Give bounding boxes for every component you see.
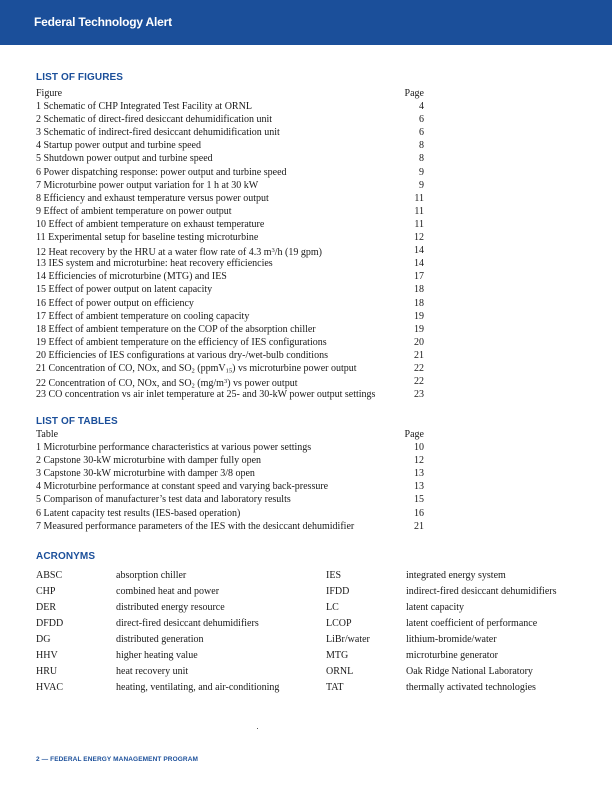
list-item-text: 6 Power dispatching response: power output and turbine speed (36, 166, 287, 178)
page-number: 22 (414, 376, 424, 388)
list-item (36, 218, 424, 231)
acronym-abbreviation: DER (36, 602, 56, 613)
list-item-text: 19 Effect of ambient temperature on the efficiency of IES configurations (36, 336, 327, 348)
acronyms-right-def-column (406, 568, 557, 696)
item-text-part: (ppmV (194, 362, 226, 374)
list-item (36, 507, 424, 520)
tables-header-row (36, 428, 424, 441)
list-item (36, 297, 424, 310)
list-item (36, 520, 424, 533)
page-number: 11 (414, 205, 424, 217)
acronyms-section-title: ACRONYMS (36, 551, 96, 562)
acronym-definition: indirect-fired desiccant dehumidifiers (406, 586, 557, 597)
list-item-text: 10 Effect of ambient temperature on exhaust temperature (36, 218, 265, 230)
page-number: 6 (419, 127, 424, 139)
page-number: 18 (414, 284, 424, 296)
page-number: 8 (419, 140, 424, 152)
acronym-abbreviation: DG (36, 634, 51, 645)
tables-header-page: Page (404, 429, 424, 440)
acronym-definition: thermally activated technologies (406, 682, 536, 693)
acronym-definition: higher heating value (116, 650, 198, 661)
page-number: 11 (414, 218, 424, 230)
list-item-text: 3 Capstone 30-kW microturbine with damper 3/8 open (36, 468, 255, 480)
list-item (36, 192, 424, 205)
page-number: 23 (414, 389, 424, 401)
list-item-text: 13 IES system and microturbine: heat recovery efficiencies (36, 258, 273, 270)
page-number: 16 (414, 507, 424, 519)
list-item-text: 2 Capstone 30-kW microturbine with damper fully open (36, 455, 262, 467)
page-number: 19 (414, 323, 424, 335)
list-item-text: 16 Effect of power output on efficiency (36, 297, 194, 309)
list-item (36, 454, 424, 467)
list-item-text: 8 Efficiency and exhaust temperature versus power output (36, 192, 269, 204)
acronym-abbreviation: LC (326, 602, 339, 613)
banner-title: Federal Technology Alert (34, 15, 172, 29)
list-item (36, 139, 424, 152)
list-item-text: 15 Effect of power output on latent capacity (36, 284, 213, 296)
acronym-definition: distributed generation (116, 634, 204, 645)
tables-section-title: LIST OF TABLES (36, 416, 118, 427)
page-number: 12 (414, 232, 424, 244)
item-text-part: 12 Heat recovery by the HRU at a water flow rate of 4.3 m (36, 247, 272, 259)
list-item-text: 3 Schematic of indirect-fired desiccant dehumidification unit (36, 127, 280, 139)
item-text-part: /h (19 gpm) (274, 247, 322, 259)
acronym-definition: absorption chiller (116, 570, 187, 581)
acronym-abbreviation: HHV (36, 650, 58, 661)
acronym-definition: heat recovery unit (116, 666, 189, 677)
acronym-abbreviation: CHP (36, 586, 56, 597)
acronym-definition: distributed energy resource (116, 602, 225, 613)
page-number: 14 (414, 258, 424, 270)
list-item (36, 375, 424, 388)
acronym-abbreviation: TAT (326, 682, 344, 693)
acronyms-left-abbr-column (36, 568, 63, 696)
list-item-text: 6 Latent capacity test results (IES-based operation) (36, 507, 241, 519)
figures-section-title: LIST OF FIGURES (36, 72, 124, 83)
item-text-part: 22 Concentration of CO, NOx, and SO (36, 378, 192, 390)
acronym-abbreviation: HRU (36, 666, 58, 677)
list-item (36, 152, 424, 165)
page-number: 20 (414, 336, 424, 348)
list-item-text: 17 Effect of ambient temperature on cooling capacity (36, 310, 250, 322)
page-number: 11 (414, 192, 424, 204)
list-item-text: 4 Microturbine performance at constant speed and varying back-pressure (36, 481, 329, 493)
acronyms-left-def-column (116, 568, 279, 696)
page-speck (257, 728, 258, 729)
list-item (36, 362, 424, 375)
acronym-abbreviation: ABSC (36, 570, 63, 581)
list-item (36, 310, 424, 323)
list-item (36, 480, 424, 493)
list-item (36, 388, 424, 401)
list-item (36, 467, 424, 480)
acronym-definition: heating, ventilating, and air-conditioning (116, 682, 280, 693)
list-item-text: 7 Measured performance parameters of the IES with the desiccant dehumidifier (36, 520, 355, 532)
acronym-abbreviation: MTG (326, 650, 349, 661)
list-item (36, 179, 424, 192)
page-number: 15 (414, 494, 424, 506)
acronym-abbreviation: IFDD (326, 586, 350, 597)
list-item (36, 336, 424, 349)
acronyms-right-abbr-column (326, 568, 370, 696)
list-item-text: 14 Efficiencies of microturbine (MTG) and IES (36, 271, 227, 283)
list-item-text: 5 Comparison of manufacturer’s test data and laboratory results (36, 494, 291, 506)
figures-list (36, 87, 424, 401)
list-item (36, 113, 424, 126)
page-number: 6 (419, 114, 424, 126)
list-item-text: 1 Microturbine performance characteristics at various power settings (36, 442, 312, 454)
page-number: 9 (419, 179, 424, 191)
list-item (36, 493, 424, 506)
page-number: 4 (419, 101, 424, 113)
page-number: 22 (414, 362, 424, 374)
acronym-definition: Oak Ridge National Laboratory (406, 666, 533, 677)
item-text-part: ) vs microturbine power output (232, 362, 357, 374)
page-footer: 2 — FEDERAL ENERGY MANAGEMENT PROGRAM (36, 756, 199, 763)
item-text-part: (mg/m (194, 378, 224, 390)
acronym-abbreviation: HVAC (36, 682, 64, 693)
list-item (36, 441, 424, 454)
acronym-definition: lithium-bromide/water (406, 634, 497, 645)
list-item-text: 20 Efficiencies of IES configurations at various dry-/wet-bulb conditions (36, 349, 328, 361)
page-number: 13 (414, 468, 424, 480)
acronym-definition: latent capacity (406, 602, 465, 613)
page-number: 12 (414, 455, 424, 467)
acronym-abbreviation: LiBr/water (326, 634, 370, 645)
list-item-text: 23 CO concentration vs air inlet temperature at 25- and 30-kW power output settings (36, 389, 376, 401)
figures-header-row (36, 87, 424, 100)
list-item-text: 1 Schematic of CHP Integrated Test Facility at ORNL (36, 101, 252, 113)
acronym-definition: latent coefficient of performance (406, 618, 538, 629)
page-number: 21 (414, 520, 424, 532)
page-number: 21 (414, 349, 424, 361)
item-text-part: 21 Concentration of CO, NOx, and SO (36, 362, 192, 374)
list-item (36, 349, 424, 362)
page-number: 18 (414, 297, 424, 309)
acronym-definition: microturbine generator (406, 650, 498, 661)
subscript: 2 (191, 367, 195, 375)
list-item (36, 126, 424, 139)
page-number: 9 (419, 166, 424, 178)
list-item (36, 257, 424, 270)
list-item-text: 18 Effect of ambient temperature on the COP of the absorption chiller (36, 323, 316, 335)
list-item (36, 166, 424, 179)
list-item (36, 231, 424, 244)
list-item-text: 5 Shutdown power output and turbine speed (36, 153, 213, 165)
item-text-part: ) vs power output (227, 378, 298, 390)
list-item (36, 283, 424, 296)
list-item-text: 7 Microturbine power output variation for 1 h at 30 kW (36, 179, 259, 191)
acronym-definition: combined heat and power (116, 586, 220, 597)
tables-header-label: Table (36, 429, 59, 440)
superscript: 3 (271, 247, 275, 255)
acronym-abbreviation: DFDD (36, 618, 64, 629)
page-number: 13 (414, 481, 424, 493)
list-item (36, 100, 424, 113)
acronym-definition: direct-fired desiccant dehumidifiers (116, 618, 259, 629)
page-number: 14 (414, 245, 424, 257)
subscript: 2 (191, 382, 195, 390)
list-item-text: 9 Effect of ambient temperature on power output (36, 205, 232, 217)
figures-header-page: Page (404, 88, 424, 99)
list-item-text: 11 Experimental setup for baseline testing microturbine (36, 232, 259, 244)
list-item (36, 244, 424, 257)
tables-list (36, 428, 424, 533)
header-banner (0, 0, 612, 45)
page-number: 17 (414, 271, 424, 283)
subscript: 15 (225, 367, 233, 375)
list-item (36, 270, 424, 283)
page-number: 10 (414, 442, 424, 454)
acronym-definition: integrated energy system (406, 570, 506, 581)
list-item-text: 2 Schematic of direct-fired desiccant dehumidification unit (36, 114, 273, 126)
acronym-abbreviation: LCOP (326, 618, 352, 629)
page-number: 19 (414, 310, 424, 322)
list-item (36, 205, 424, 218)
page-number: 8 (419, 153, 424, 165)
acronym-abbreviation: IES (326, 570, 341, 581)
list-item-text: 4 Startup power output and turbine speed (36, 140, 201, 152)
list-item (36, 323, 424, 336)
acronym-abbreviation: ORNL (326, 666, 354, 677)
superscript: 3 (223, 378, 228, 386)
figures-header-label: Figure (36, 88, 63, 99)
